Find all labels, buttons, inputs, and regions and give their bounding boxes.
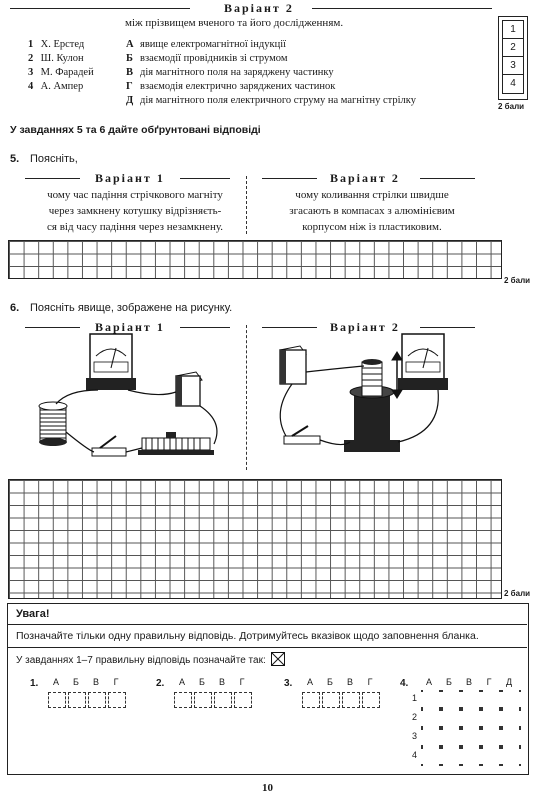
q5-v1-text bbox=[35, 187, 235, 235]
letter: Г bbox=[113, 677, 119, 687]
letter: В bbox=[465, 677, 472, 687]
option-text: взаємодія електрично заряджених частинок bbox=[140, 81, 336, 92]
page-number: 10 bbox=[262, 782, 273, 794]
cross-mark-icon bbox=[271, 652, 285, 666]
q6-v2-rule-right bbox=[420, 327, 475, 328]
text-line: через замкнену котушку відрізняєть- bbox=[48, 205, 222, 217]
text-line: згасають в компасах з алюмінієвим bbox=[289, 205, 455, 217]
scientist-name: М. Фарадей bbox=[40, 67, 94, 78]
letter: Б bbox=[446, 677, 452, 687]
sheet-q2-letters bbox=[172, 677, 252, 687]
q5-variant2-label: Варіант 2 bbox=[330, 171, 400, 185]
sheet-q1-letters bbox=[46, 677, 126, 687]
sheet-q4-row-1: 1 bbox=[412, 693, 418, 703]
right-item-g bbox=[126, 80, 335, 93]
variant2-rule-left bbox=[10, 8, 190, 9]
sheet-q3-box-b[interactable] bbox=[322, 692, 340, 708]
sheet-q2-box-v[interactable] bbox=[214, 692, 232, 708]
sheet-q3-box-a[interactable] bbox=[302, 692, 320, 708]
letter: Г bbox=[367, 677, 373, 687]
q6-variant1-label: Варіант 1 bbox=[95, 320, 165, 334]
q5-number: 5. bbox=[10, 153, 20, 165]
q6-v1-rule-right bbox=[180, 327, 230, 328]
galvanometer-icon bbox=[86, 334, 136, 390]
top-variant-label: Варіант 2 bbox=[224, 1, 294, 15]
letter: В bbox=[218, 677, 225, 687]
coil-icon bbox=[39, 402, 67, 446]
q6-score: 2 бали bbox=[504, 589, 531, 598]
letter: А bbox=[52, 677, 59, 687]
sheet-q3-box-v[interactable] bbox=[342, 692, 360, 708]
q6-prompt: Поясніть явище, зображене на рисунку. bbox=[30, 302, 233, 314]
sheet-q2-number: 2. bbox=[156, 678, 165, 689]
sheet-q4-number: 4. bbox=[400, 678, 409, 689]
text-line: чому коливання стрілки швидше bbox=[295, 189, 449, 201]
notice-title-rule bbox=[8, 624, 527, 625]
letter: А bbox=[178, 677, 185, 687]
item-number: 3 bbox=[28, 67, 34, 78]
answer-box-3[interactable]: 3 bbox=[502, 56, 524, 76]
q6-v1-rule-left bbox=[25, 327, 80, 328]
q5-v2-text bbox=[262, 187, 482, 235]
q5-divider bbox=[246, 176, 247, 234]
item-number: 1 bbox=[28, 39, 34, 50]
instruction-5-6: У завданнях 5 та 6 дайте обґрунтовані відповіді bbox=[10, 124, 261, 136]
sheet-q1-box-v[interactable] bbox=[88, 692, 106, 708]
right-item-b bbox=[126, 52, 287, 65]
text-line: корпусом ніж із пластиковим. bbox=[302, 221, 442, 233]
q5-prompt: Поясніть, bbox=[30, 153, 78, 165]
sheet-q2-box-g[interactable] bbox=[234, 692, 252, 708]
option-text: дія магнітного поля на заряджену частинку bbox=[140, 67, 334, 78]
option-text: явище електромагнітної індукції bbox=[140, 39, 287, 50]
notice-text-rule bbox=[8, 647, 527, 648]
sheet-q4-row-3: 3 bbox=[412, 731, 418, 741]
sheet-q1-number: 1. bbox=[30, 678, 39, 689]
letter: Д bbox=[505, 677, 513, 687]
option-letter: Д bbox=[126, 95, 134, 106]
q6-number: 6. bbox=[10, 302, 20, 314]
top-score: 2 бали bbox=[498, 102, 525, 111]
right-item-v bbox=[126, 66, 334, 79]
notice-text: Позначайте тільки одну правильну відповідь. Дотримуйтесь вказівок щодо заповнення бланка. bbox=[16, 630, 479, 642]
answer-box-2[interactable]: 2 bbox=[502, 38, 524, 58]
coil-icon bbox=[344, 359, 400, 452]
left-item-4 bbox=[28, 80, 113, 93]
sheet-q2-box-a[interactable] bbox=[174, 692, 192, 708]
letter: В bbox=[346, 677, 353, 687]
notice-title: Увага! bbox=[16, 608, 50, 620]
text-line: ся від часу падіння через незамкнену. bbox=[47, 221, 223, 233]
q5-answer-grid[interactable] bbox=[8, 240, 502, 279]
item-number: 4 bbox=[28, 81, 34, 92]
galvanometer-icon bbox=[398, 334, 448, 390]
mark-hint: У завданнях 1–7 правильну відповідь позначайте так: bbox=[16, 655, 266, 666]
item-number: 2 bbox=[28, 53, 34, 64]
answer-box-1[interactable]: 1 bbox=[502, 20, 524, 40]
switch-icon bbox=[92, 436, 126, 456]
sheet-q3-letters bbox=[300, 677, 380, 687]
sheet-q2-box-b[interactable] bbox=[194, 692, 212, 708]
left-item-2 bbox=[28, 52, 113, 65]
answer-box-4[interactable]: 4 bbox=[502, 74, 524, 94]
top-intro: між прізвищем вченого та його дослідженням. bbox=[125, 17, 344, 29]
sheet-q4-row-4: 4 bbox=[412, 750, 418, 760]
option-text: взаємодії провідників зі струмом bbox=[140, 53, 288, 64]
sheet-q3-number: 3. bbox=[284, 678, 293, 689]
scientist-name: А. Ампер bbox=[40, 81, 84, 92]
q5-variant1-label: Варіант 1 bbox=[95, 171, 165, 185]
sheet-q3-box-g[interactable] bbox=[362, 692, 380, 708]
sheet-q4-row-2: 2 bbox=[412, 712, 418, 722]
letter: В bbox=[92, 677, 99, 687]
sheet-q4-matrix[interactable] bbox=[421, 690, 521, 766]
up-down-arrow-icon bbox=[392, 352, 402, 398]
left-item-1 bbox=[28, 38, 113, 51]
letter: Б bbox=[327, 677, 333, 687]
q5-score: 2 бали bbox=[504, 276, 531, 285]
rheostat-icon bbox=[138, 432, 214, 455]
letter: Б bbox=[73, 677, 79, 687]
letter: Г bbox=[486, 677, 492, 687]
letter: Б bbox=[199, 677, 205, 687]
letter: А bbox=[306, 677, 313, 687]
q6-figure-variant2 bbox=[262, 332, 477, 464]
sheet-q1-box-a[interactable] bbox=[48, 692, 66, 708]
q6-figure-variant1 bbox=[28, 332, 228, 464]
q6-variant2-label: Варіант 2 bbox=[330, 320, 400, 334]
option-letter: Г bbox=[126, 81, 133, 92]
text-line: чому час падіння стрічкового магніту bbox=[47, 189, 223, 201]
scientist-name: Ш. Кулон bbox=[40, 53, 84, 64]
q5-v2-rule-left bbox=[262, 178, 317, 179]
q6-answer-grid[interactable] bbox=[8, 479, 502, 599]
sheet-q1-box-b[interactable] bbox=[68, 692, 86, 708]
option-letter: В bbox=[126, 67, 134, 78]
switch-icon bbox=[284, 426, 320, 444]
letter: Г bbox=[239, 677, 245, 687]
battery-icon bbox=[176, 372, 202, 406]
battery-icon bbox=[280, 346, 306, 384]
q6-divider bbox=[246, 325, 247, 470]
right-item-d bbox=[126, 94, 416, 107]
scientist-name: Х. Ерстед bbox=[40, 39, 85, 50]
option-text: дія магнітного поля електричного струму на магнітну стрілку bbox=[140, 95, 416, 106]
q5-v1-rule-left bbox=[25, 178, 80, 179]
sheet-q4-letters bbox=[419, 677, 519, 687]
q5-v1-rule-right bbox=[180, 178, 230, 179]
option-letter: А bbox=[126, 39, 134, 50]
right-item-a bbox=[126, 38, 286, 51]
sheet-q1-box-g[interactable] bbox=[108, 692, 126, 708]
left-item-3 bbox=[28, 66, 113, 79]
option-letter: Б bbox=[126, 53, 133, 64]
variant2-rule-right bbox=[312, 8, 492, 9]
q5-v2-rule-right bbox=[420, 178, 475, 179]
letter: А bbox=[425, 677, 432, 687]
q6-v2-rule-left bbox=[262, 327, 317, 328]
